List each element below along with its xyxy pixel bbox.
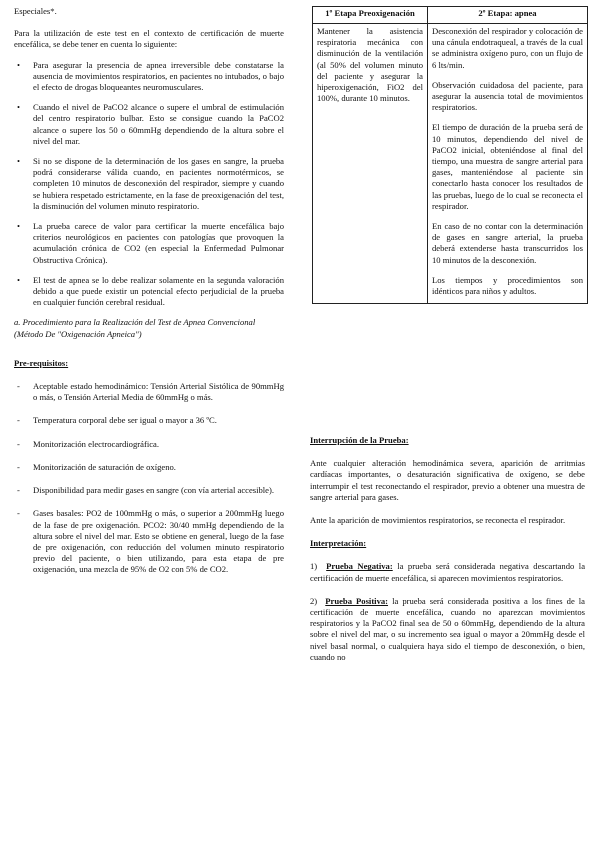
bullet-text: El test de apnea se lo debe realizar solamente en la segunda valoración debido a que puede existir un potencial efecto perjudicial de la prueba en cualquier función cerebral residual. xyxy=(33,274,284,308)
interruption-paragraph: Ante cualquier alteración hemodinámica severa, aparición de arritmias cardíacas importantes, o desaturación significativa de oxígeno, se debe interrumpir el test reconectando el respirador, previo a obtener una muestra de sangre arterial para gases. xyxy=(310,458,585,502)
bullet-text: Cuando el nivel de PaCO2 alcance o supere el umbral de estimulación del centro respiratorio bulbar. Esto se consigue cuando la PaCO2 alcance o supere los 50 o 60mmHg dependiendo de la altura sobre el nivel del mar. xyxy=(33,102,284,146)
dash-marker: - xyxy=(17,508,20,519)
apnea-paragraph: Los tiempos y procedimientos son idénticos para niños y adultos. xyxy=(432,274,583,297)
bullet-text: Para asegurar la presencia de apnea irreversible debe constatarse la ausencia de movimientos respiratorios, en pacientes no intubados, o bajo el efecto de drogas bloqueantes neuromusculares. xyxy=(33,59,284,93)
dash-marker: - xyxy=(17,438,20,449)
positive-text: la prueba será considerada positiva a los fines de la certificación de muerte encefálica, cuando no aparezcan movimientos respiratorios y la PaCO2 final sea de 50 o 60mmHg, dependiendo de la altura sobre el nivel del mar, o su incremento sea igual o mayor a 20mmHg desde el nivel basal normal, o cualquiera haya sido el tiempo de desconexión, o bien, cuando no xyxy=(310,595,585,662)
prereq-heading: Pre-requisitos: xyxy=(14,357,69,368)
prereq-text: Temperatura corporal debe ser igual o mayor a 36 ºC. xyxy=(33,415,217,426)
apnea-paragraph: Observación cuidadosa del paciente, para asegurar la ausencia total de movimientos respiratorios. xyxy=(432,79,583,113)
right-column xyxy=(310,435,585,672)
bullet-item xyxy=(14,102,284,147)
interpretation-item-negative xyxy=(310,561,585,583)
prereq-item xyxy=(14,381,284,403)
bullet-item xyxy=(14,275,284,309)
bullet-marker: • xyxy=(17,59,21,70)
bullet-marker: • xyxy=(17,221,21,232)
dash-marker: - xyxy=(17,461,20,472)
prereq-text: Gases basales: PO2 de 100mmHg o más, o superior a 200mmHg luego de la fase de pre oxigenación. PCO2: 30/40 mmHg dependiendo de la altura sobre el nivel del mar. Esto se obtiene en general, luego de la fase de pre oxigenación, con reducción del volumen minuto respiratorio previo del paciente, o bien utilizando, para esta etapa de pre oxigenación, una mezcla de 95% de O2 con 5% de CO2. xyxy=(33,508,284,575)
prereq-text: Monitorización de saturación de oxígeno. xyxy=(33,461,176,472)
bullet-marker: • xyxy=(17,274,21,285)
preoxygenation-text: Mantener la asistencia respiratoria mecánica con disminución de la ventilación (al 50% del volumen minuto del paciente y asegurar la hiperoxigenación, FiO2 del 100%, durante 10 minutos. xyxy=(317,26,423,104)
left-column xyxy=(14,6,284,585)
interpretation-heading: Interpretación: xyxy=(310,538,367,549)
prereq-text: Aceptable estado hemodinámico: Tensión Arterial Sistólica de 90mmHg o más, o Tensión Arterial Media de 60mmHg o más. xyxy=(33,381,284,403)
bullet-text: La prueba carece de valor para certificar la muerte encefálica bajo criterios neurológicos en pacientes con patologías que provoquen la acumulación crónica de CO2 (en especial la Enfermedad Pulmonar Obstructiva Crónica). xyxy=(33,221,284,265)
bullet-item xyxy=(14,60,284,94)
prereq-text: Monitorización electrocardiográfica. xyxy=(33,438,159,449)
apnea-stages-table xyxy=(312,6,588,304)
dash-marker: - xyxy=(17,485,20,496)
procedure-subtitle: (Método De "Oxigenación Apneica") xyxy=(14,328,142,339)
bullet-item xyxy=(14,156,284,212)
prereq-item xyxy=(14,508,284,575)
dash-marker: - xyxy=(17,415,20,426)
negative-text: la prueba será considerada negativa descartando la certificación de muerte encefálica, si aparecen movimientos respiratorios. xyxy=(310,561,586,583)
table-header-row xyxy=(313,7,588,24)
apnea-cell xyxy=(428,24,588,304)
table-header-apnea: 2º Etapa: apnea xyxy=(428,7,588,24)
bullet-item xyxy=(14,221,284,266)
prereq-item xyxy=(14,415,284,426)
interruption-paragraph: Ante la aparición de movimientos respiratorios, se reconecta el respirador. xyxy=(310,515,566,526)
negative-label: Prueba Negativa: xyxy=(326,561,393,572)
table-row xyxy=(313,24,588,304)
intro-paragraph: Para la utilización de este test en el contexto de certificación de muerte encefálica, se debe tener en cuenta lo siguiente: xyxy=(14,28,284,50)
bullet-text: Si no se dispone de la determinación de los gases en sangre, la prueba podrá considerarse válida cuando, en pacientes normotérmicos, se completen 10 minutos de desconexión del respirador, siempre y cuando se hubiera respetado estrictamente, en la fase de preoxigenación del test, la disminución del volumen minuto respiratorio. xyxy=(33,156,284,211)
prereq-text: Disponibilidad para medir gases en sangre (con vía arterial accesible). xyxy=(33,485,275,496)
interpretation-item-positive xyxy=(310,596,585,663)
prereq-item xyxy=(14,439,284,450)
intro-heading: Especiales*. xyxy=(14,6,57,16)
bullet-marker: • xyxy=(17,102,21,113)
procedure-title: a. Procedimiento para la Realización del Test de Apnea Convencional xyxy=(14,317,256,328)
apnea-paragraph: Desconexión del respirador y colocación de una cánula endotraqueal, a través de la cual se administra oxígeno puro, con un flujo de 6 lts/min. xyxy=(432,26,583,70)
interruption-heading: Interrupción de la Prueba: xyxy=(310,435,409,445)
apnea-paragraph: En caso de no contar con la determinación de gases en sangre arterial, la prueba deberá extenderse hasta transcurridos los 10 minutos de la desconexión. xyxy=(432,221,583,265)
apnea-paragraph: El tiempo de duración de la prueba será de 10 minutos, dependiendo del nivel de PaCO2 inicial, obteniéndose al final del tiempo, una muestra de sangre arterial para gases, manteniéndose al paciente sin conectarlo hasta conocer los resultados de las pruebas, luego de lo cual se reconecta el respirador. xyxy=(432,122,583,211)
item-number: 1) xyxy=(310,561,318,572)
item-number: 2) xyxy=(310,595,318,606)
dash-marker: - xyxy=(17,381,20,392)
bullet-marker: • xyxy=(17,156,21,167)
preoxygenation-cell xyxy=(313,24,428,304)
positive-label: Prueba Positiva: xyxy=(325,595,389,606)
prereq-item xyxy=(14,485,284,496)
table-header-preoxygenation: 1º Etapa Preoxigenación xyxy=(313,7,428,24)
prereq-item xyxy=(14,462,284,473)
